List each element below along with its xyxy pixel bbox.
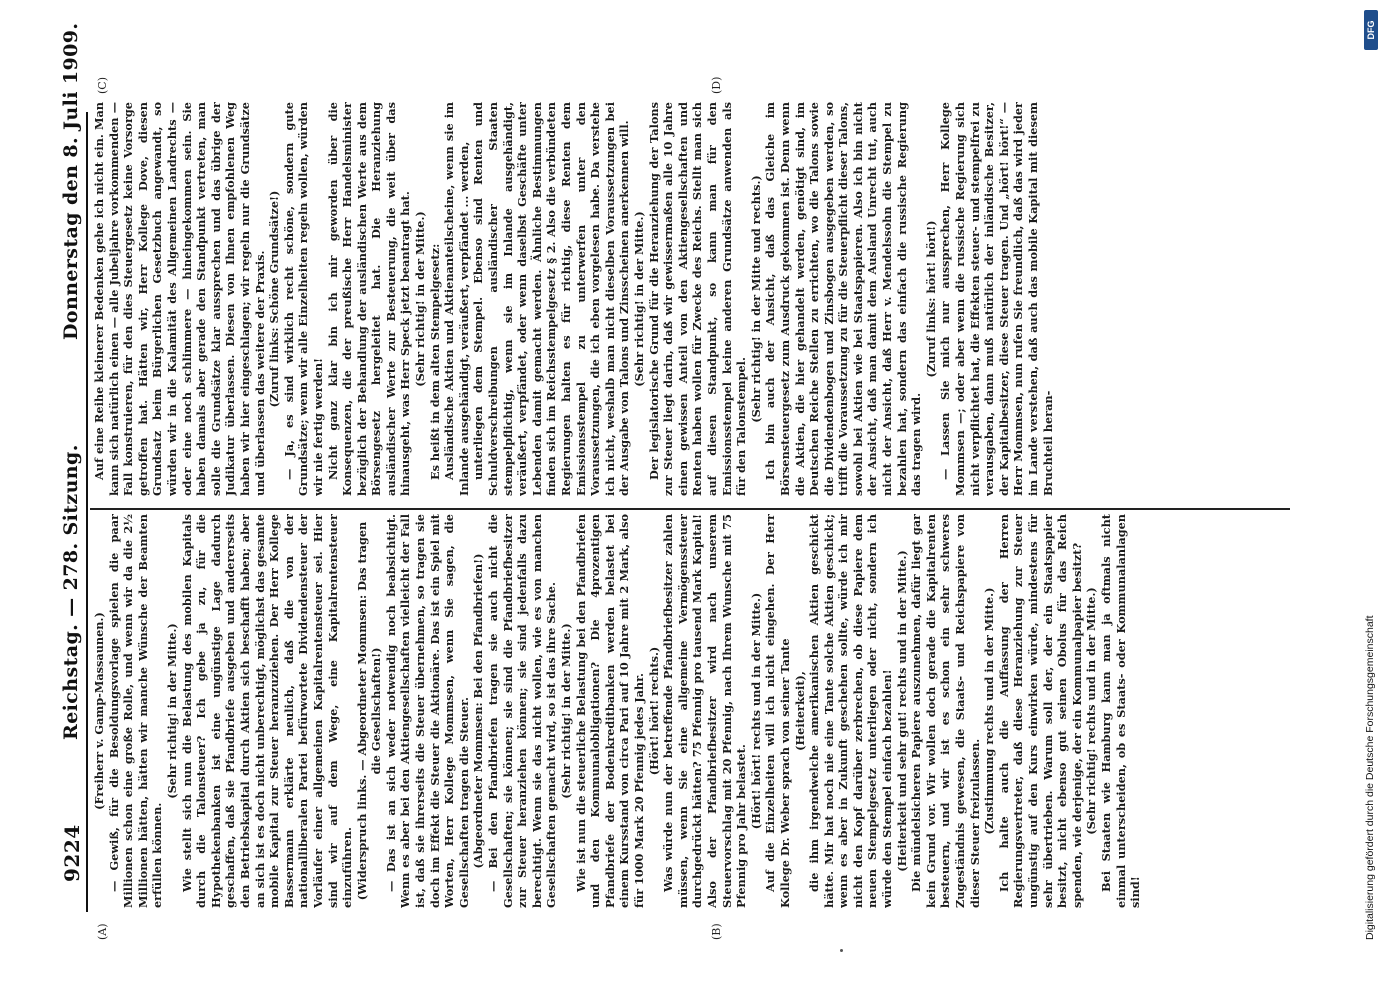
interjection: (Sehr richtig! rechts und in der Mitte.) — [1084, 587, 1099, 835]
paragraph: Was würde nun der betreffende Pfandbriefbesitzer zahlen müssen, wenn Sie eine allgemeine Vermögenssteuer durchgedrückt hätten? 75 Pfennig pro tausend Mark Kapital! Also der Pfandbriefbesitzer wird nach unserem Steuervorschlag mit 20 Pfennig, nach Ihrem Wunsche mit 75 Pfennig pro Jahr belastet. — [661, 514, 749, 908]
paragraph: — Das ist an sich weder notwendig noch beabsichtigt. Wenn es aber bei den Aktiengesellschaften vielleicht der Fall ist, daß sie ihrerseits die Steuer übernehmen, so tragen sie doch im Effekt die Steuer die Aktionäre. Das ist ein Spiel mit Worten, Herr Kollege Mommsen, wenn Sie sagen, die Gesellschaften tragen die Steuer. — [383, 514, 471, 908]
paragraph: Die mündelsicheren Papiere auszunehmen, dafür liegt gar kein Grund vor. Wir wollen doch gerade die Kapitalrenten besteuern, und wir ist es schon ein sehr schweres Zugeständnis gewesen, die Staats- und Reichspapiere von dieser Steuer freizulassen. — [909, 514, 982, 908]
paragraph: Auf eine Reihe kleinerer Bedenken gehe ich nicht ein. Man kann sich natürlich einen — alle Jubeljahre vorkommenden — Fall konstruieren, für den dies Steuergesetz keine Vorsorge getroffen hat. Hätten wir, Herr Kollege Dove, diesen Grundsatz beim Bürgerlichen Gesetzbuch angewandt, so würden wir in die Kalamität des Allgemeinen Landrechts — oder eine noch schlimmere — hineingekommen sein. Sie haben damals aber gerade den Standpunkt vertreten, man solle die Grundsätze klar aussprechen und das übrige der Judikatur überlassen. Diesen von Ihnen empfohlenen Weg haben wir hier eingeschlagen; wir regeln nur die Grundsätze und überlassen das weitere der Praxis. — [92, 102, 267, 496]
text-column-right — [92, 102, 1298, 496]
dfg-logo-label: DFG — [1366, 20, 1376, 40]
page-number: 9224 — [60, 824, 84, 882]
dfg-logo — [1364, 10, 1378, 50]
column-divider — [90, 508, 1290, 510]
interjection: (Sehr richtig! in der Mitte und rechts.) — [748, 175, 763, 423]
paragraph: unterliegen dem Stempel. Ebenso sind Renten und Schuldverschreibungen ausländischer Staaten stempelpflichtig, wenn sie im Inlande ausgehändigt, veräußert, verpfändet, oder wenn daselbst Geschäfte unter Lebenden damit gemacht werden. Ähnliche Bestimmungen finden sich im Reichsstempelgesetz § 2. Also die verbündeten Regierungen halten es für richtig, diese Renten dem Emissionsstempel zu unterwerfen unter den Voraussetzungen, die ich eben vorgelesen habe. Da verstehe ich nicht, weshalb man nicht dieselben Voraussetzungen bei der Ausgabe von Talons und Zinsscheinen anerkennen will. — [471, 102, 632, 496]
interjection: (Widerspruch links. — Abgeordneter Mommsen: Das tragen die Gesellschaften!) — [354, 521, 384, 901]
interjection: (Zuruf links: hört! hört!) — [923, 220, 938, 378]
paragraph: Bei Staaten wie Hamburg kann man ja oftmals nicht einmal unterscheiden, ob es Staats- oder Kommunalanlagen sind! — [1098, 514, 1143, 908]
paragraph: — Ja, es sind wirklich recht schöne, sondern gute Grundsätze; wenn wir alle Einzelheiten regeln wollen, würden wir nie fertig werden! — [281, 102, 325, 496]
paragraph: Ich halte auch die Auffassung der Herren Regierungsvertreter, daß diese Heranziehung zur Steuer ungünstig auf den Kurs einwirken würde, mindestens für sehr übertrieben. Warum soll der, der ein Staatspapier besitzt, nicht ebenso gut seinen Obolus für das Reich spenden, wie derjenige, der ein Kommunalpapier besitzt? — [996, 514, 1084, 908]
interjection: (Sehr richtig! in der Mitte.) — [164, 623, 179, 799]
scan-speck — [840, 949, 843, 952]
interjection: (Sehr richtig! in der Mitte.) — [631, 211, 646, 387]
paragraph: Ich bin auch der Ansicht, daß das Gleiche im Börsensteuergesetz zum Ausdruck gekommen ist. Denn wenn die Aktien, die hier gehandelt werden, genötigt sind, im Deutschen Reiche Stellen zu errichten, wo die Talons sowie die Dividendenbogen und Zinsbogen ausgegeben werden, so trifft die Voraussetzung zu für die Steuerpflicht dieser Talons, sowohl bei Aktien wie bei Staatspapieren. Also ich bin nicht der Ansicht, daß man damit dem Ausland Unrecht tut, auch nicht der Ansicht, daß Herr v. Mendelssohn die Stempel zu bezahlen hat, sondern das einfach die russische Regierung das tragen wird. — [763, 102, 924, 496]
digitization-credit-strip — [1358, 0, 1382, 1000]
paragraph: — Gewiß, für die Besoldungsvorlage spielen die paar Millionen schon eine große Rolle, und wenn wir da die 2½ Millionen hätten, hätten wir manche Wünsche der Beamten erfüllen können. — [106, 514, 165, 908]
paragraph: die ihm irgendwelche amerikanischen Aktien geschickt hätte. Mir hat noch nie eine Tante solche Aktien geschickt; wenn es aber in Zukunft geschehen sollte, würde ich mir nicht den Kopf darüber zerbrechen, ob diese Papiere dem neuen Stempelgesetz unterliegen oder nicht, sondern ich würde den Stempel einfach bezahlen! — [807, 514, 895, 908]
running-head-right: Donnerstag den 8. Juli 1909. — [60, 22, 82, 340]
paragraph: — Bei den Pfandbriefen tragen sie auch nicht die Gesellschaften; sie können; sie sind die Pfandbriefbesitzer zur Steuer heranziehen können; sie sind jedenfalls dazu berechtigt. Wenn sie das nicht wollen, wie es von manchen Gesellschaften gemacht wird, so ist das ihre Sache. — [486, 514, 559, 908]
interjection: (Zustimmung rechts und in der Mitte.) — [982, 587, 997, 835]
paragraph: — Lassen Sie mich nur aussprechen, Herr Kollege Mommsen —; oder aber wenn die russische Regierung sich nicht verpflichtet hat, die Effekten steuer- und stempelfrei zu verausgaben, dann muß natürlich der inländische Besitzer, der Kapitalbesitzer, diese Steuer tragen. Und „hört! hört!“ — Herr Mommsen, nun rufen Sie freundlich, daß das wird jeder im Lande verstehen, daß auch das mobile Kapital mit diesem Bruchteil heran- — [938, 102, 1055, 496]
paragraph: Auf die Einzelheiten will ich nicht eingehen. Der Herr Kollege Dr. Weber sprach von seiner Tante — [763, 514, 792, 908]
interjection: (Sehr richtig! in der Mitte.) — [413, 211, 428, 387]
interjection: (Hört! hört! rechts.) — [646, 646, 661, 776]
margin-mark-b: (B) — [710, 923, 723, 940]
paragraph: Ausländische Aktien und Aktienanteilscheine, wenn sie im Inlande ausgehändigt, veräußert, verpfändet ... werden, — [442, 102, 471, 496]
interjection: (Sehr richtig! in der Mitte.) — [559, 623, 573, 799]
interjection: (Zuruf links: Schöne Grundsätze!) — [267, 190, 282, 408]
interjection: (Heiterkeit und sehr gut! rechts und in der Mitte.) — [894, 550, 909, 872]
digitization-credit: Digitalisierung gefördert durch die Deutsche Forschungsgemeinschaft — [1364, 615, 1376, 940]
interjection: (Abgeordneter Mommsen: Bei den Pfandbriefen!) — [471, 553, 486, 869]
interjection: (Heiterkeit), — [792, 671, 807, 751]
running-head-left: Reichstag. — 278. Sitzung. — [60, 444, 82, 740]
header-rule — [86, 112, 88, 912]
paragraph: Wie stellt sich nun die Belastung des mobilen Kapitals durch die Talonsteuer? Ich gebe ja zu, für die Hypothekenbanken ist eine ungünstige Lage dadurch geschaffen, daß sie Pfandbriefe ausgeben und andererseits den Betriebskapital durch Aktien sich beschafft haben; aber an sich ist es doch nicht unberechtigt, möglichst das gesamte mobile Kapital zur Steuer heranzuziehen. Der Herr Kollege Bassermann erklärte neulich, daß die von der nationalliberalen Partei befürwortete Dividendensteuer der Vorläufer einer allgemeinen Kapitalrentensteuer sei. Hier sind wir auf dem Wege, eine Kapitalrentensteuer einzuführen. — [179, 514, 355, 908]
paragraph: Es heißt in dem alten Stempelgesetz: — [427, 243, 442, 480]
margin-mark-c: (C) — [96, 77, 109, 94]
interjection: (Hört! hört! rechts und in der Mitte.) — [748, 592, 763, 830]
paragraph: Wie ist nun die steuerliche Belastung bei den Pfandbriefen und den Kommunalobligationen? Die 4prozentigen Pfandbriefe der Bodenkreditbanken werden belastet bei einem Kursstand von circa Pari auf 10 Jahre mit 2 Mark, also für 1000 Mark 20 Pfennig jedes Jahr. — [573, 514, 646, 908]
text-column-left — [92, 514, 1298, 908]
paragraph: Der legislatorische Grund für die Heranziehung der Talons zur Steuer liegt darin, daß wir gewissermaßen alle 10 Jahre einen gewissen Anteil von den Aktiengesellschaften und Renten haben wollen für Zwecke des Reichs. Stellt man sich auf diesen Standpunkt, so kann man für den Emissionsstempel keine anderen Grundsätze anwenden als für den Talonstempel. — [646, 102, 749, 496]
paragraph: Nicht ganz klar bin ich mir geworden über die Konsequenzen, die der preußische Herr Handelsminister bezüglich der Behandlung der ausländischen Werte aus dem Börsengesetz hergeleitet hat. Die Heranziehung ausländischer Werte zur Besteuerung, die weit über das hinausgeht, was Herr Speck jetzt beantragt hat. — [325, 102, 413, 496]
margin-mark-a: (A) — [96, 923, 109, 940]
margin-mark-d: (D) — [710, 76, 723, 94]
interjection: (Freiherr v. Gamp-Massaunen.) — [92, 612, 106, 810]
